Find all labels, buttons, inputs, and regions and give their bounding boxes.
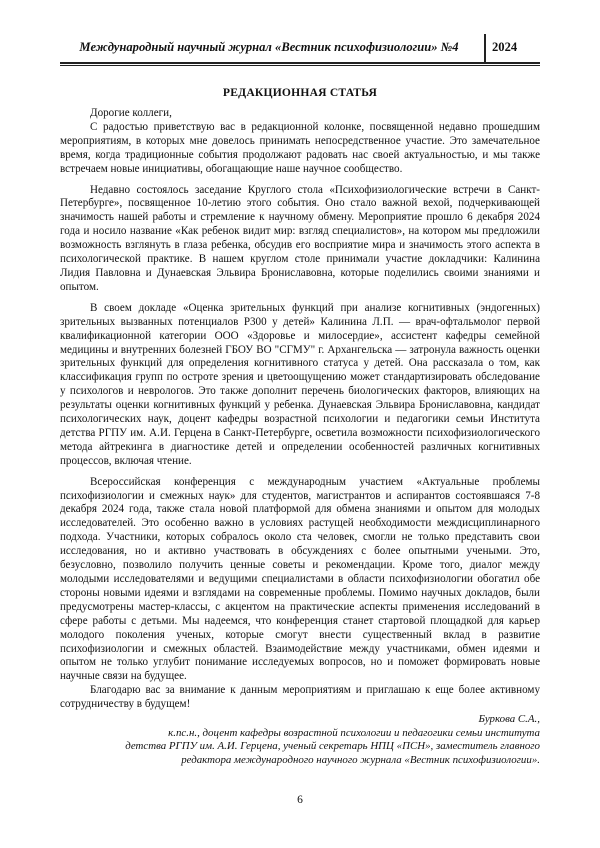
page-header: [60, 34, 538, 62]
paragraph-conference: Всероссийская конференция с международным участием «Актуальные проблемы психофизиологии и смежных наук» для студентов, магистрантов и аспирантов состоявшаяся 7-8 декабря 2024 года, также стала новой платформой для обмена знаниями и опытом для молодых исследователей. Это особенно важно в условиях растущей необходимости междисциплинарного подхода. Участники, которых собралось около ста человек, смогли не только представить свои исследования, но и активно участвовать в обсуждениях с более опытными учеными. Это, безусловно, позволило получить ценные советы и рекомендации. Кроме того, диалог между молодыми исследователями и ведущими специалистами в области психофизиологии обогатил обе стороны новыми идеями и взглядами на современные проблемы. Помимо научных докладов, были предусмотрены мастер-классы, с акцентом на практические аспекты применения исследований в сфере работы с детьми. Мы надеемся, что конференция станет стартовой площадкой для карьер молодого поколения ученых, которые смогут внести существенный вклад в развитие психофизиологии и смежных областей. Взаимодействие между участниками, обмен идеями и опытом не только углубит понимание исследуемых вопросов, но и поможет формировать новые научные связи на будущее.: [60, 475, 540, 683]
paragraph-round-table: Недавно состоялось заседание Круглого стола «Психофизиологические встречи в Санкт-Петербурге», посвященное 10-летию этого события. Оно стало важной вехой, подчеркивающей значимость нашей работы и стремление к научному обмену. Мероприятие прошло 6 декабря 2024 года и носило название «Как ребенок видит мир: взгляд специалистов», на котором мы предложили возможность взглянуть в глаза ребенка, обсудив его восприятие мира и значимость этого аспекта в психологической практике. В нашем круглом столе принимали участие докладчики: Калинина Лидия Павловна и Дунаевская Эльвира Брониславовна, которые поделились своими знаниями и опытом.: [60, 183, 540, 293]
signature-name: Буркова С.А.,: [478, 713, 540, 726]
header-divider: [484, 34, 486, 62]
signature-line: детства РГПУ им. А.И. Герцена, ученый секретарь НПЦ «ПСН», заместитель главного: [125, 740, 540, 753]
paragraph-closing: Благодарю вас за внимание к данным мероприятиям и приглашаю к еще более активному сотрудничеству в будущем!: [60, 684, 540, 711]
header-rule-thin: [60, 65, 540, 66]
journal-title: Международный научный журнал «Вестник психофизиологии» №4: [79, 40, 459, 54]
greeting: Дорогие коллеги,: [90, 107, 172, 119]
section-title: РЕДАКЦИОННАЯ СТАТЬЯ: [222, 86, 378, 99]
paragraph-intro: С радостью приветствую вас в редакционной колонке, посвященной недавно прошедшим мероприятиям, в которых мне довелось принимать непосредственное участие. Это замечательное время, когда традиционные события продолжают радовать нас своей актуальностью, и мы также встречаем новые инициативы, обогащающие наше научное сообщество.: [60, 120, 540, 175]
header-rule: [60, 62, 540, 64]
signature-line: редактора международного научного журнала «Вестник психофизиологии».: [181, 753, 540, 766]
page-number: 6: [297, 794, 303, 806]
issue-year: 2024: [492, 40, 518, 54]
article-body: [60, 86, 540, 767]
paragraph-reports: В своем докладе «Оценка зрительных функций при анализе когнитивных (эндогенных) зрительных вызванных потенциалов Р300 у детей» Калинина Л.П. — врач-офтальмолог первой квалификационной категории ООО «Здоровье и милосердие», ассистент кафедры семейной медицины и внутренних болезней ГБОУ ВО "СГМУ" г. Архангельска — затронула важность оценки зрительных функций для определения когнитивного статуса у детей. Она рассказала о том, как классификация групп по остроте зрения и цветоощущению может стандартизировать обследование у психологов и неврологов. Это также дополнит перечень биологических факторов, влияющих на результаты оценки когнитивных функций у ребенка. Дунаевская Эльвира Брониславовна, кандидат психологических наук, доцент кафедры возрастной психологии и педагогики семьи Института детства РГПУ им. А.И. Герцена в Санкт-Петербурге, осветила возможности психофизиологического метода айтрекинга в диагностике детей и определении особенностей различных когнитивных процессов, включая чтение.: [60, 301, 540, 467]
signature-line: к.пс.н., доцент кафедры возрастной психологии и педагогики семьи института: [168, 726, 540, 739]
